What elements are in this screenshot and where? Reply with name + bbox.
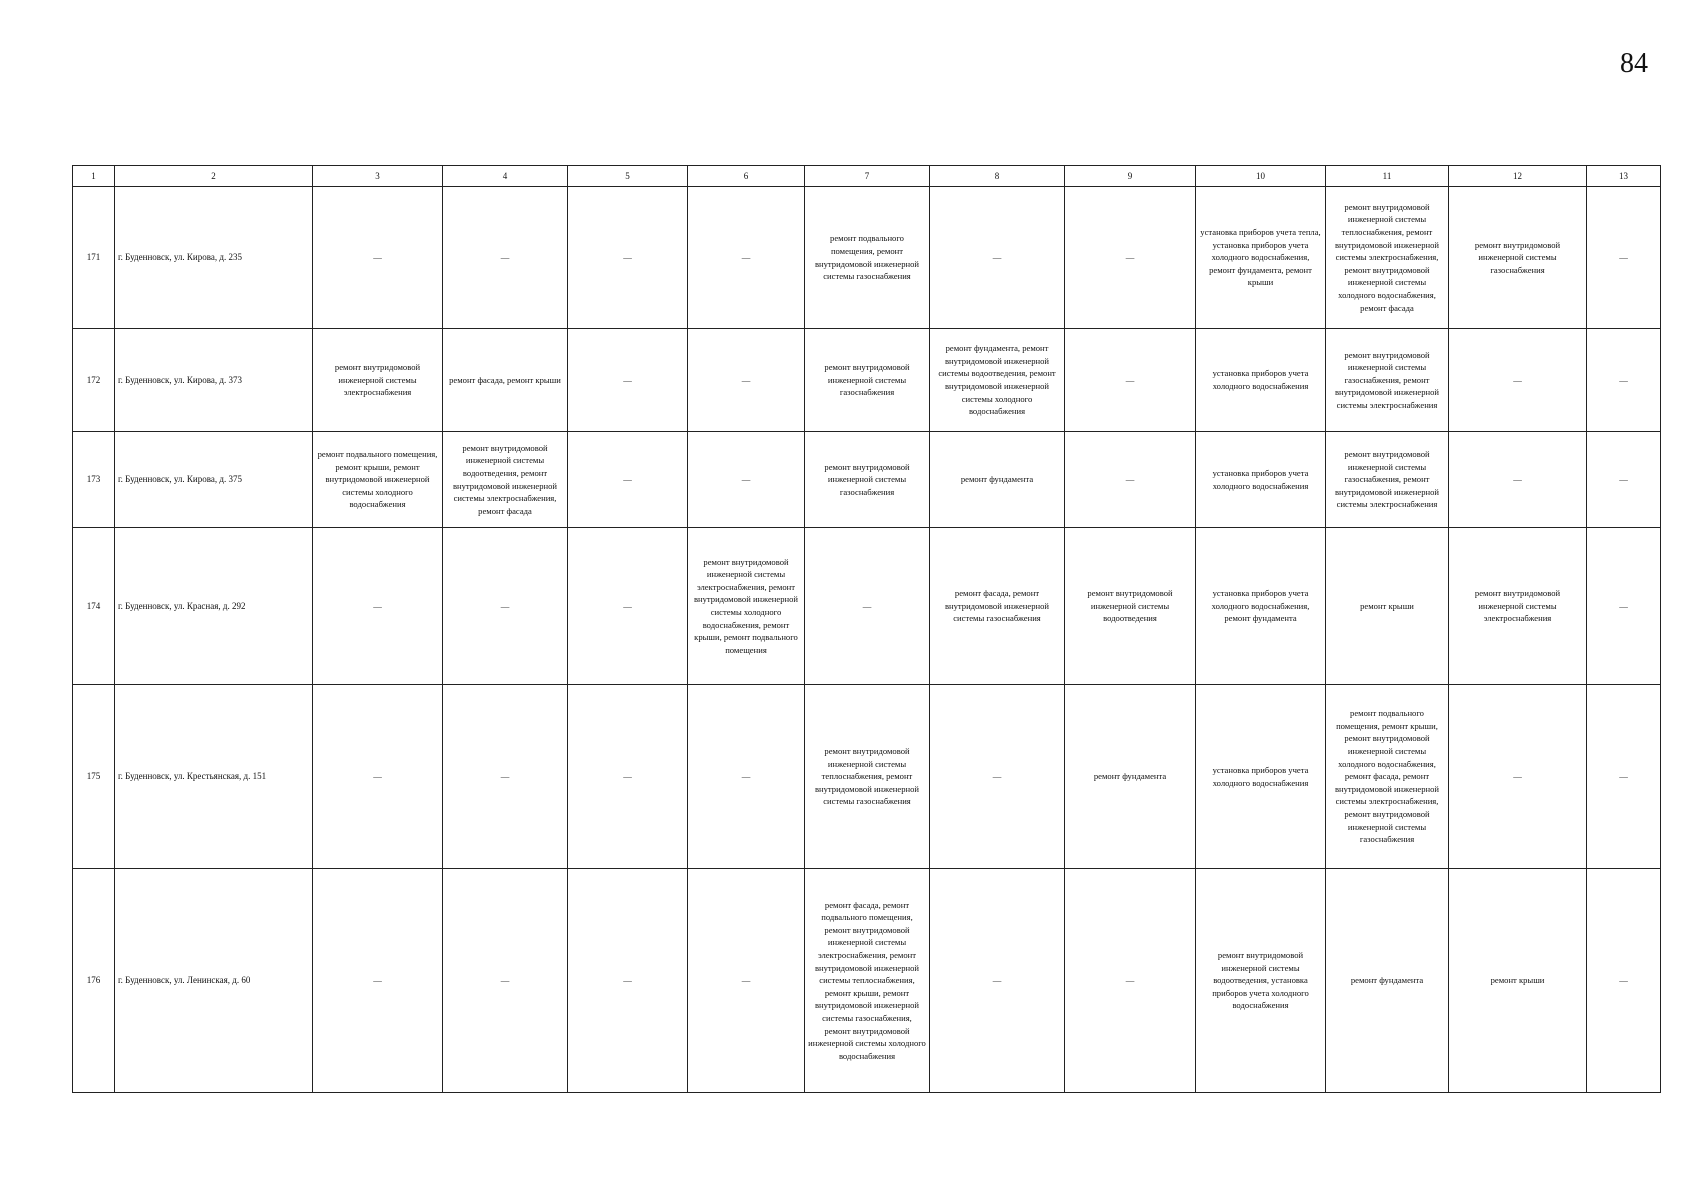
table-row: [73, 685, 1661, 869]
table-row: [73, 869, 1661, 1093]
work-cell: ремонт фасада, ремонт внутридомовой инженерной системы газоснабжения: [930, 528, 1065, 685]
work-cell: —: [568, 187, 688, 329]
work-cell: —: [1449, 329, 1587, 432]
work-cell: —: [568, 869, 688, 1093]
work-cell: установка приборов учета холодного водоснабжения, ремонт фундамента: [1196, 528, 1326, 685]
work-cell: ремонт внутридомовой инженерной системы водоотведения, установка приборов учета холодного водоснабжения: [1196, 869, 1326, 1093]
work-cell: —: [443, 187, 568, 329]
address-cell: г. Буденновск, ул. Кирова, д. 375: [115, 432, 313, 528]
work-cell: ремонт внутридомовой инженерной системы водоотведения: [1065, 528, 1196, 685]
work-cell: —: [1449, 432, 1587, 528]
table-row: [73, 187, 1661, 329]
address-cell: г. Буденновск, ул. Кирова, д. 235: [115, 187, 313, 329]
column-number-10: 10: [1196, 166, 1326, 187]
work-cell: ремонт внутридомовой инженерной системы теплоснабжения, ремонт внутридомовой инженерной системы электроснабжения, ремонт внутридомовой инженерной системы холодного водоснабжения, ремонт фасада: [1326, 187, 1449, 329]
work-cell: —: [930, 869, 1065, 1093]
work-cell: —: [568, 528, 688, 685]
work-cell: —: [1065, 329, 1196, 432]
work-cell: ремонт фундамента, ремонт внутридомовой инженерной системы водоотведения, ремонт внутридомовой инженерной системы холодного водоснабжения: [930, 329, 1065, 432]
work-cell: ремонт внутридомовой инженерной системы газоснабжения: [805, 432, 930, 528]
work-cell: ремонт внутридомовой инженерной системы водоотведения, ремонт внутридомовой инженерной системы электроснабжения, ремонт фасада: [443, 432, 568, 528]
work-cell: ремонт внутридомовой инженерной системы теплоснабжения, ремонт внутридомовой инженерной системы газоснабжения: [805, 685, 930, 869]
work-cell: установка приборов учета холодного водоснабжения: [1196, 432, 1326, 528]
column-number-12: 12: [1449, 166, 1587, 187]
work-cell: —: [313, 869, 443, 1093]
work-cell: —: [443, 528, 568, 685]
work-cell: ремонт фундамента: [930, 432, 1065, 528]
work-cell: установка приборов учета холодного водоснабжения: [1196, 685, 1326, 869]
work-cell: установка приборов учета холодного водоснабжения: [1196, 329, 1326, 432]
column-number-13: 13: [1587, 166, 1661, 187]
column-number-4: 4: [443, 166, 568, 187]
work-cell: —: [688, 329, 805, 432]
work-cell: ремонт внутридомовой инженерной системы электроснабжения, ремонт внутридомовой инженерной системы холодного водоснабжения, ремонт крыши, ремонт подвального помещения: [688, 528, 805, 685]
work-cell: —: [313, 528, 443, 685]
row-number: 174: [73, 528, 115, 685]
work-cell: —: [805, 528, 930, 685]
work-cell: —: [1587, 685, 1661, 869]
column-number-9: 9: [1065, 166, 1196, 187]
work-cell: ремонт внутридомовой инженерной системы газоснабжения, ремонт внутридомовой инженерной системы электроснабжения: [1326, 329, 1449, 432]
address-cell: г. Буденновск, ул. Красная, д. 292: [115, 528, 313, 685]
row-number: 175: [73, 685, 115, 869]
column-number-row: [73, 166, 1661, 187]
table-row: [73, 329, 1661, 432]
row-number: 176: [73, 869, 115, 1093]
table-row: [73, 528, 1661, 685]
column-number-1: 1: [73, 166, 115, 187]
page-number: 84: [1620, 48, 1648, 79]
work-cell: —: [313, 187, 443, 329]
row-number: 173: [73, 432, 115, 528]
work-cell: —: [930, 187, 1065, 329]
work-cell: —: [688, 432, 805, 528]
work-cell: ремонт внутридомовой инженерной системы газоснабжения: [1449, 187, 1587, 329]
work-cell: ремонт фасада, ремонт подвального помещения, ремонт внутридомовой инженерной системы электроснабжения, ремонт внутридомовой инженерной системы теплоснабжения, ремонт крыши, ремонт внутридомовой инженерной системы газоснабжения, ремонт внутридомовой инженерной системы холодного водоснабжения: [805, 869, 930, 1093]
work-cell: —: [1587, 869, 1661, 1093]
column-number-2: 2: [115, 166, 313, 187]
work-cell: —: [688, 869, 805, 1093]
work-cell: ремонт фундамента: [1065, 685, 1196, 869]
column-number-11: 11: [1326, 166, 1449, 187]
table-row: [73, 432, 1661, 528]
work-cell: установка приборов учета тепла, установка приборов учета холодного водоснабжения, ремонт фундамента, ремонт крыши: [1196, 187, 1326, 329]
work-cell: ремонт подвального помещения, ремонт крыши, ремонт внутридомовой инженерной системы холодного водоснабжения, ремонт фасада, ремонт внутридомовой инженерной системы электроснабжения, ремонт внутридомовой инженерной системы газоснабжения: [1326, 685, 1449, 869]
work-cell: —: [1065, 432, 1196, 528]
work-cell: —: [313, 685, 443, 869]
column-number-8: 8: [930, 166, 1065, 187]
work-cell: ремонт внутридомовой инженерной системы газоснабжения, ремонт внутридомовой инженерной системы электроснабжения: [1326, 432, 1449, 528]
row-number: 171: [73, 187, 115, 329]
work-cell: —: [1587, 329, 1661, 432]
work-cell: —: [568, 685, 688, 869]
work-cell: —: [1065, 869, 1196, 1093]
work-cell: ремонт подвального помещения, ремонт внутридомовой инженерной системы газоснабжения: [805, 187, 930, 329]
work-cell: ремонт внутридомовой инженерной системы электроснабжения: [1449, 528, 1587, 685]
work-cell: —: [930, 685, 1065, 869]
work-cell: —: [443, 685, 568, 869]
work-cell: —: [568, 432, 688, 528]
work-cell: —: [1587, 528, 1661, 685]
work-cell: —: [688, 187, 805, 329]
work-cell: ремонт крыши: [1326, 528, 1449, 685]
work-cell: —: [688, 685, 805, 869]
column-number-6: 6: [688, 166, 805, 187]
work-cell: ремонт внутридомовой инженерной системы электроснабжения: [313, 329, 443, 432]
repair-schedule-table: [72, 165, 1661, 1093]
work-cell: —: [568, 329, 688, 432]
row-number: 172: [73, 329, 115, 432]
column-number-3: 3: [313, 166, 443, 187]
column-number-5: 5: [568, 166, 688, 187]
work-cell: ремонт фасада, ремонт крыши: [443, 329, 568, 432]
work-cell: —: [1587, 432, 1661, 528]
work-cell: —: [1587, 187, 1661, 329]
work-cell: ремонт подвального помещения, ремонт крыши, ремонт внутридомовой инженерной системы холодного водоснабжения: [313, 432, 443, 528]
work-cell: ремонт фундамента: [1326, 869, 1449, 1093]
work-cell: —: [1065, 187, 1196, 329]
column-number-7: 7: [805, 166, 930, 187]
work-cell: ремонт крыши: [1449, 869, 1587, 1093]
work-cell: —: [1449, 685, 1587, 869]
work-cell: —: [443, 869, 568, 1093]
address-cell: г. Буденновск, ул. Ленинская, д. 60: [115, 869, 313, 1093]
work-cell: ремонт внутридомовой инженерной системы газоснабжения: [805, 329, 930, 432]
address-cell: г. Буденновск, ул. Крестьянская, д. 151: [115, 685, 313, 869]
address-cell: г. Буденновск, ул. Кирова, д. 373: [115, 329, 313, 432]
